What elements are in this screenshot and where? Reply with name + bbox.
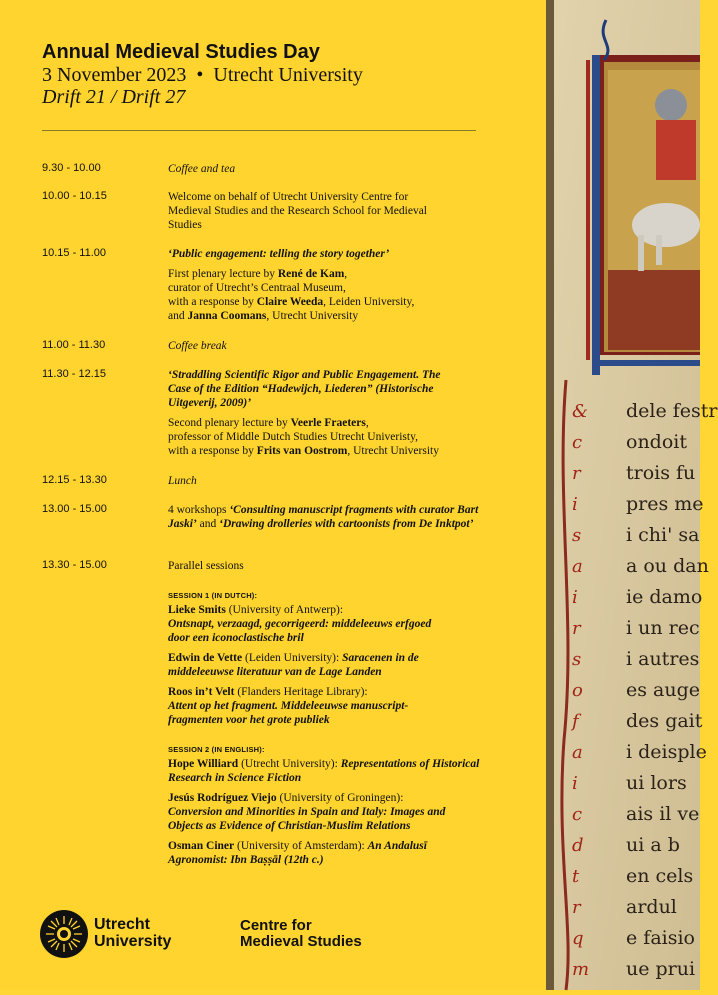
- talk: Roos in’t Velt (Flanders Heritage Library): Attent op het fragment. Middeleeuwse manuscript-fragmenten voor het grote publiek: [168, 686, 409, 726]
- item-text: Lunch: [168, 475, 197, 487]
- manuscript-initial: &: [572, 401, 589, 422]
- session-desc: [168, 589, 482, 733]
- manuscript-initial: m: [572, 959, 590, 980]
- lecture-line: First plenary lecture by René de Kam,: [168, 268, 348, 280]
- manuscript-initial: r: [572, 463, 581, 484]
- manuscript-line: a ou dan: [626, 555, 709, 577]
- item-desc: [168, 368, 482, 458]
- manuscript-line: ue prui: [626, 958, 696, 980]
- manuscript-line: ondoit: [626, 431, 687, 453]
- item-text: Coffee and tea: [168, 163, 236, 175]
- utrecht-university-wordmark: Utrecht University: [94, 916, 172, 950]
- talk: Lieke Smits (University of Antwerp): Ontsnapt, verzaagd, gecorrigeerd: middeleeuws erfgoed door een iconoclastische bril: [168, 604, 432, 644]
- manuscript-initial: i: [572, 587, 578, 608]
- lecture-line: and Janna Coomans, Utrecht University: [168, 310, 359, 322]
- manuscript-line: des gait: [626, 710, 703, 732]
- time: 9.30 - 10.00: [42, 162, 101, 174]
- utrecht-university-logo-icon: [40, 910, 88, 958]
- header: [42, 40, 482, 108]
- manuscript-initial: o: [572, 680, 583, 701]
- manuscript-line: ardul: [626, 896, 677, 918]
- manuscript-initial: c: [572, 804, 583, 825]
- footer: [40, 906, 500, 962]
- manuscript-initial: q: [572, 928, 584, 949]
- manuscript-initial: c: [572, 432, 583, 453]
- manuscript-image: [546, 0, 718, 990]
- lecture-title: ‘Public engagement: telling the story together’: [168, 248, 390, 260]
- lecture-line: Second plenary lecture by Veerle Fraeters,: [168, 417, 369, 429]
- manuscript-initial: t: [572, 866, 580, 887]
- time: 10.00 - 10.15: [42, 190, 107, 202]
- manuscript-line: pres me: [626, 493, 704, 515]
- date-place: 3 November 2023 • Utrecht University: [42, 64, 363, 86]
- manuscript-line: ie damo: [626, 586, 703, 608]
- talk: Osman Ciner (University of Amsterdam): An Andalusī Agronomist: Ibn Baṣṣāl (12th c.): [168, 840, 427, 866]
- time: 12.15 - 13.30: [42, 474, 107, 486]
- time: 13.00 - 15.00: [42, 503, 107, 515]
- manuscript-line: ui a b: [626, 834, 680, 856]
- manuscript-line: dele festr: [626, 400, 718, 422]
- talk: Edwin de Vette (Leiden University): Saracenen in de middeleeuwse literatuur van de Lage Landen: [168, 652, 419, 678]
- lecture-line: with a response by Claire Weeda, Leiden University,: [168, 296, 415, 308]
- manuscript-initial: i: [572, 494, 578, 515]
- centre-wordmark: Centre for Medieval Studies: [240, 917, 362, 950]
- page-title: Annual Medieval Studies Day: [42, 41, 320, 63]
- manuscript-text: [626, 396, 718, 985]
- manuscript-initial: d: [572, 835, 584, 856]
- talk: Jesús Rodríguez Viejo (University of Groningen): Conversion and Minorities in Spain and Italy: Images and Objects as Evidence of Christian-Muslim Relations: [168, 792, 446, 832]
- lecture-line: professor of Middle Dutch Studies Utrecht Univeristy,: [168, 431, 418, 443]
- rooms: Drift 21 / Drift 27: [42, 86, 186, 108]
- lecture-title: ‘Straddling Scientific Rigor and Public Engagement. The Case of the Edition “Hadewijch, Liederen” (Historische Uitgeverij, 2009)’: [168, 369, 441, 409]
- lecture-line: curator of Utrecht’s Centraal Museum,: [168, 282, 346, 294]
- manuscript-initial: r: [572, 897, 581, 918]
- manuscript-line: i autres: [626, 648, 700, 670]
- manuscript-initial: i: [572, 773, 578, 794]
- manuscript-initials: [572, 396, 589, 985]
- item-text: Welcome on behalf of Utrecht University Centre for Medieval Studies and the Research School for Medieval Studies: [168, 191, 427, 231]
- manuscript-line: es auge: [626, 679, 701, 701]
- item-desc: [168, 247, 482, 323]
- manuscript-line: trois fu: [626, 462, 696, 484]
- time: 13.30 - 15.00: [42, 559, 107, 571]
- manuscript-line: i chi' sa: [626, 524, 700, 546]
- manuscript-initial: s: [572, 649, 582, 670]
- manuscript-line: ui lors: [626, 772, 687, 794]
- item-desc: 4 workshops ‘Consulting manuscript fragments with curator Bart Jaski’ and ‘Drawing drolleries with cartoonists from De Inktpot’: [168, 504, 479, 530]
- manuscript-initial: r: [572, 618, 581, 639]
- item-text: Coffee break: [168, 340, 227, 352]
- manuscript-line: ais il ve: [626, 803, 700, 825]
- manuscript-line: i deisple: [626, 741, 707, 763]
- talk: Hope Williard (Utrecht University): Representations of Historical Research in Science Fiction: [168, 758, 480, 784]
- session-desc: [168, 743, 482, 873]
- manuscript-initial: a: [572, 556, 583, 577]
- manuscript-initial: f: [572, 711, 579, 732]
- lecture-line: with a response by Frits van Oostrom, Utrecht University: [168, 445, 439, 457]
- item-text: Parallel sessions: [168, 560, 244, 572]
- time: 10.15 - 11.00: [42, 247, 107, 259]
- divider: [42, 130, 476, 131]
- manuscript-line: i un rec: [626, 617, 700, 639]
- time: 11.30 - 12.15: [42, 368, 107, 380]
- session-label: SESSION 2 (IN ENGLISH):: [168, 745, 265, 754]
- manuscript-line: en cels: [626, 865, 694, 887]
- time: 11.00 - 11.30: [42, 339, 106, 351]
- manuscript-initial: s: [572, 525, 582, 546]
- session-label: SESSION 1 (IN DUTCH):: [168, 591, 258, 600]
- manuscript-line: e faisio: [626, 927, 695, 949]
- manuscript-initial: a: [572, 742, 583, 763]
